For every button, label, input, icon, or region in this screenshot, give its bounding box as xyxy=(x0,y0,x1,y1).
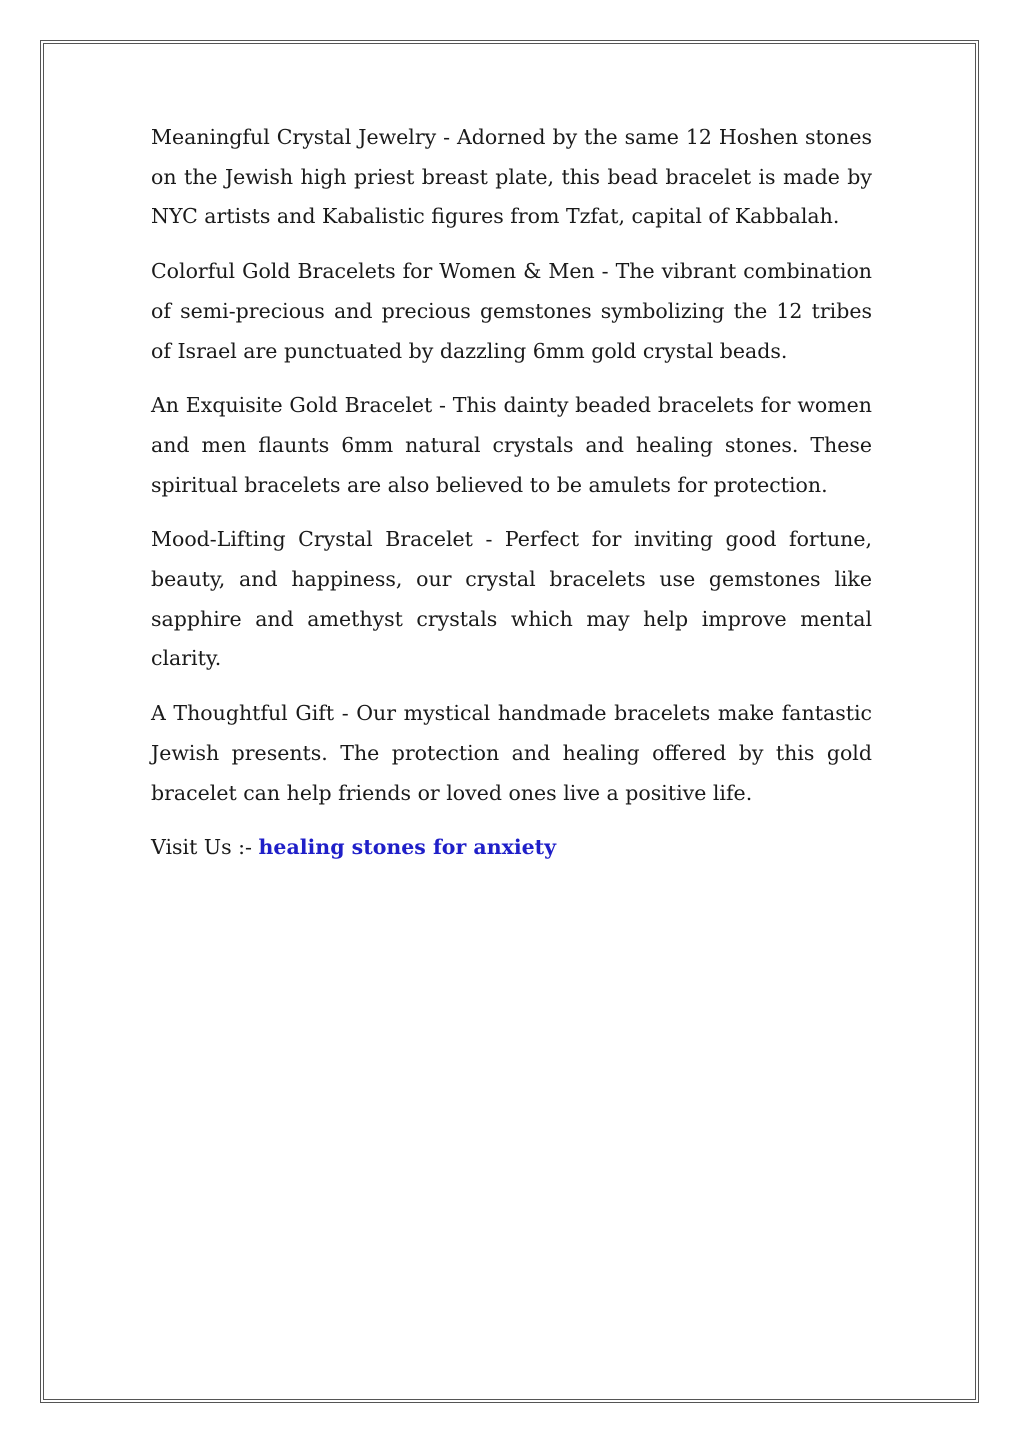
paragraph-meaningful-crystal-jewelry: Meaningful Crystal Jewelry - Adorned by the same 12 Hoshen stones on the Jewish high priest breast plate, this bead bracelet is made by NYC artists and Kabalistic figures from Tzfat, capital of Kabbalah. xyxy=(151,125,872,229)
paragraph-mood-lifting-crystal-bracelet: Mood-Lifting Crystal Bracelet - Perfect for inviting good fortune, beauty, and happiness, our crystal bracelets use gemstones like sapphire and amethyst crystals which may help improve mental clarity. xyxy=(151,527,872,671)
visit-us-prefix: Visit Us :- xyxy=(151,835,259,860)
document-body xyxy=(151,118,872,868)
paragraph-thoughtful-gift: A Thoughtful Gift - Our mystical handmade bracelets make fantastic Jewish presents. The protection and healing offered by this gold bracelet can help friends or loved ones live a positive life. xyxy=(151,701,872,805)
visit-us-line xyxy=(151,828,872,868)
healing-stones-link[interactable]: healing stones for anxiety xyxy=(258,835,557,860)
paragraph-exquisite-gold-bracelet: An Exquisite Gold Bracelet - This dainty beaded bracelets for women and men flaunts 6mm natural crystals and healing stones. These spiritual bracelets are also believed to be amulets for protection. xyxy=(151,393,872,497)
paragraph-colorful-gold-bracelets: Colorful Gold Bracelets for Women & Men - The vibrant combination of semi-precious and precious gemstones symbolizing the 12 tribes of Israel are punctuated by dazzling 6mm gold crystal beads. xyxy=(151,259,872,363)
